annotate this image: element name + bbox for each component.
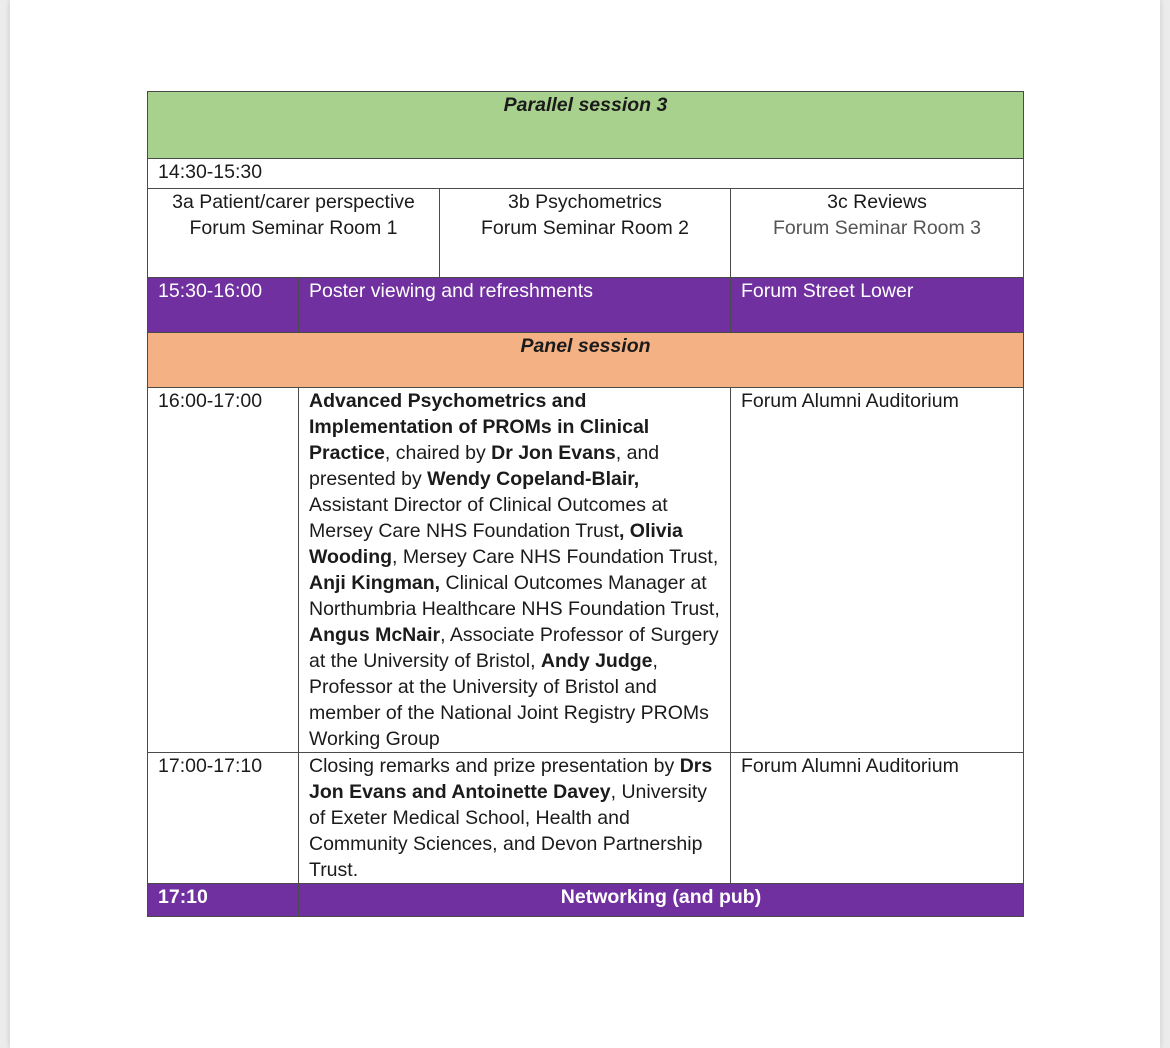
panel-session-title: Panel session	[148, 333, 1024, 388]
panel-text-2: , and presented by	[309, 442, 660, 490]
panel-presenter-5: Andy Judge	[540, 650, 653, 672]
panel-row	[148, 388, 1024, 753]
panel-presenter-3: Anji Kingman,	[309, 572, 441, 594]
parallel-time-row	[148, 159, 1024, 189]
panel-presenter-4: Angus McNair	[309, 624, 441, 646]
panel-text-3: Assistant Director of Clinical Outcomes at Mersey Care NHS Foundation Trust	[309, 494, 668, 542]
panel-text-5: Clinical Outcomes Manager at Northumbria Healthcare NHS Foundation Trust,	[309, 572, 720, 620]
panel-text-6: , Associate Professor of Surgery at the University of Bristol,	[309, 624, 719, 672]
panel-text-1: , chaired by	[384, 442, 492, 464]
poster-row	[148, 278, 1024, 333]
parallel-time: 14:30-15:30	[148, 159, 1024, 189]
poster-time: 15:30-16:00	[148, 278, 299, 333]
closing-row	[148, 753, 1024, 884]
panel-presenter-2: , Olivia Wooding	[309, 520, 683, 568]
networking-time: 17:10	[148, 884, 299, 917]
panel-venue: Forum Alumni Auditorium	[731, 388, 1024, 753]
session-3c-room: Forum Seminar Room 3	[772, 217, 982, 239]
parallel-session-title: Parallel session 3	[148, 92, 1024, 159]
session-3b-room: Forum Seminar Room 2	[480, 217, 690, 239]
panel-text-7: , Professor at the University of Bristol and member of the National Joint Registry PROMs Working Group	[309, 650, 709, 750]
session-3c-title: 3c Reviews	[827, 191, 927, 213]
poster-label: Poster viewing and refreshments	[299, 278, 731, 333]
session-3a-cell	[148, 189, 440, 278]
networking-label: Networking (and pub)	[299, 884, 1024, 917]
poster-venue: Forum Street Lower	[731, 278, 1024, 333]
schedule-table	[147, 91, 1024, 917]
rooms-row	[148, 189, 1024, 278]
session-3b-cell	[440, 189, 731, 278]
panel-presenter-1: Wendy Copeland-Blair,	[427, 468, 640, 490]
session-3b-title: 3b Psychometrics	[508, 191, 662, 213]
panel-chair: Dr Jon Evans	[491, 442, 616, 464]
document-page	[10, 0, 1160, 1048]
panel-description	[299, 388, 731, 753]
closing-description	[299, 753, 731, 884]
session-3a-title: 3a Patient/carer perspective	[172, 191, 415, 213]
panel-text-4: , Mersey Care NHS Foundation Trust,	[392, 546, 719, 568]
panel-title: Advanced Psychometrics and Implementation of PROMs in Clinical Practice	[309, 390, 650, 464]
networking-row	[148, 884, 1024, 917]
session-3a-room: Forum Seminar Room 1	[189, 217, 398, 239]
panel-time: 16:00-17:00	[148, 388, 299, 753]
closing-time: 17:00-17:10	[148, 753, 299, 884]
closing-names: Drs Jon Evans and Antoinette Davey	[309, 755, 713, 803]
closing-text-2: , University of Exeter Medical School, Health and Community Sciences, and Devon Partnership Trust.	[309, 781, 708, 881]
session-3c-cell	[731, 189, 1024, 278]
closing-text-1: Closing remarks and prize presentation by	[309, 755, 680, 777]
closing-venue: Forum Alumni Auditorium	[731, 753, 1024, 884]
parallel-session-header	[148, 92, 1024, 159]
panel-session-header	[148, 333, 1024, 388]
